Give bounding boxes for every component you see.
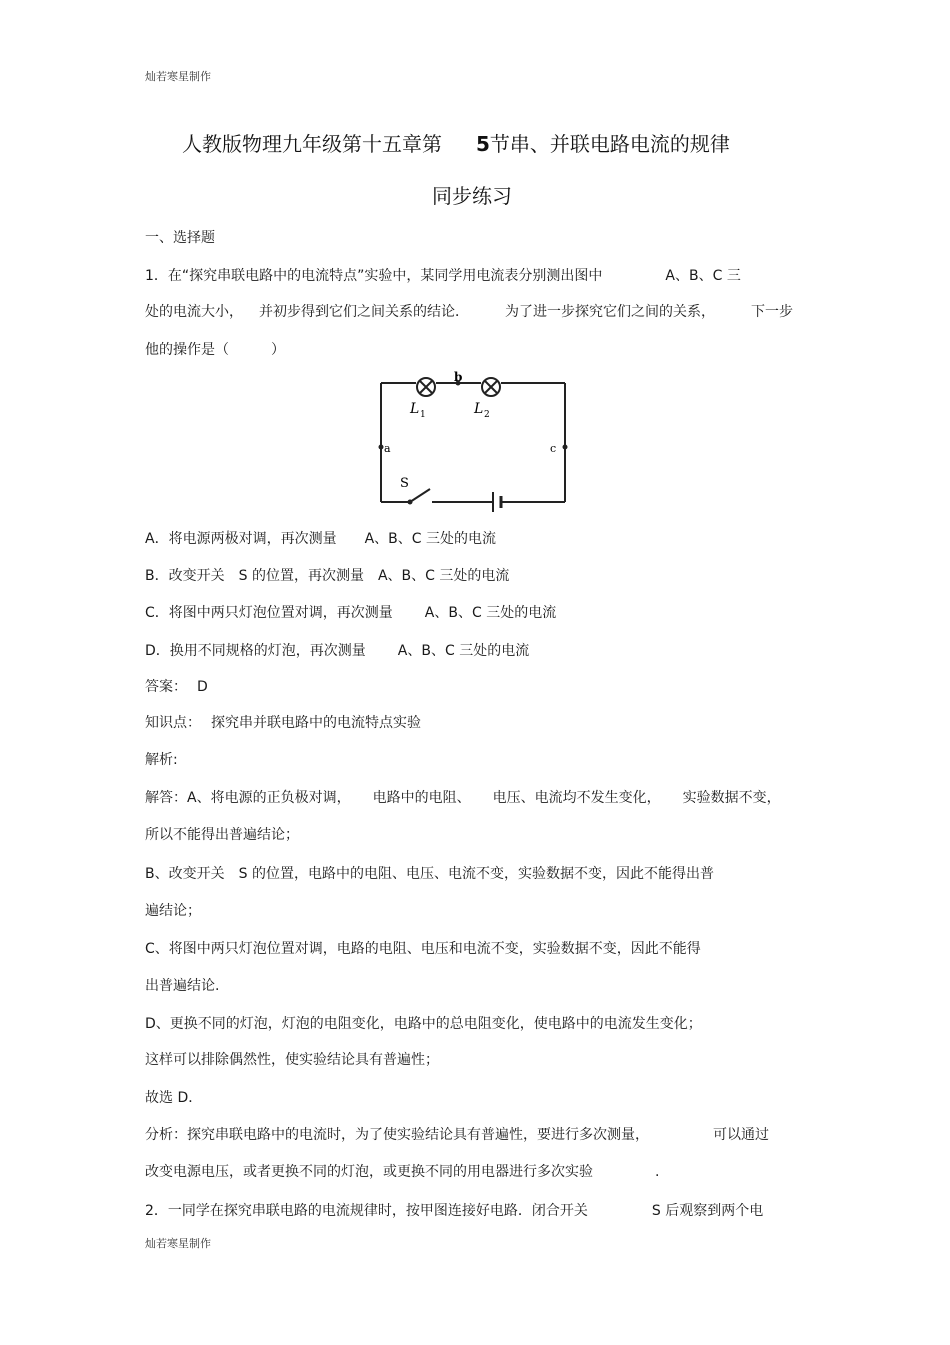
fenxi-text-1a: 分析：探究串联电路中的电流时，为了使实验结论具有普遍性，要进行多次测量， <box>145 1127 649 1143</box>
label-c: c <box>550 442 557 455</box>
q1-line-3: 他的操作是（ ） <box>145 342 285 358</box>
solution-line-6: 出普遍结论. <box>145 978 220 994</box>
option-d <box>145 640 529 660</box>
label-l2: L <box>474 401 484 417</box>
fenxi-text-1b: 可以通过 <box>713 1127 769 1143</box>
solution-line-1 <box>145 787 781 807</box>
fenxi-line-2 <box>145 1161 659 1181</box>
answer-value: D <box>197 679 208 695</box>
answer-label: 答案： <box>145 679 187 695</box>
option-d-points: A、B、C 三处的电流 <box>397 643 530 659</box>
title-line-2: 同步练习 <box>432 184 512 208</box>
option-c <box>145 602 556 622</box>
option-b-points: A、B、C 三处的电流 <box>377 568 510 584</box>
option-a <box>145 528 496 548</box>
page-footer: 灿若寒星制作 <box>145 1237 211 1250</box>
switch-pivot-dot <box>408 500 413 505</box>
option-c-text: C．将图中两只灯泡位置对调，再次测量 <box>145 605 393 621</box>
solution-line-8: 这样可以排除偶然性，使实验结论具有普遍性； <box>145 1052 439 1068</box>
label-s: S <box>400 476 409 491</box>
option-b <box>145 565 509 585</box>
q2-line-1 <box>145 1200 763 1220</box>
point-a-dot <box>379 445 384 450</box>
solution-line-5: C、将图中两只灯泡位置对调，电路的电阻、电压和电流不变，实验数据不变，因此不能得 <box>145 941 701 957</box>
title-number: 5 <box>476 132 490 156</box>
solution-text-1a: 解答：A、将电源的正负极对调， <box>145 790 351 806</box>
label-l1: L <box>410 401 420 417</box>
solution-line-9: 故选 D． <box>145 1090 203 1106</box>
fenxi-text-2a: 改变电源电压，或者更换不同的灯泡，或更换不同的用电器进行多次实验 <box>145 1164 593 1180</box>
option-b-text-2: S 的位置，再次测量 <box>238 568 364 584</box>
solution-line-7: D、更换不同的灯泡，灯泡的电阻变化，电路中的总电阻变化，使电路中的电流发生变化； <box>145 1016 702 1032</box>
page-header: 灿若寒星制作 <box>145 70 211 83</box>
title-line-1 <box>182 128 730 157</box>
fenxi-line-1 <box>145 1124 769 1144</box>
section-heading: 一、选择题 <box>145 230 215 246</box>
solution-text-3a: B、改变开关 <box>145 866 225 882</box>
q1-text-1b: A、B、C 三 <box>665 268 741 284</box>
solution-line-2: 所以不能得出普遍结论； <box>145 827 299 843</box>
title-part-2: 节串、并联电路电流的规律 <box>489 132 730 156</box>
label-l1-sub: 1 <box>420 410 426 420</box>
q2-text-a: 2．一同学在探究串联电路的电流规律时，按甲图连接好电路．闭合开关 <box>145 1203 588 1219</box>
solution-text-1c: 电压、电流均不发生变化， <box>492 790 661 806</box>
solution-line-3 <box>145 863 714 883</box>
knowledge-value: 探究串并联电路中的电流特点实验 <box>211 715 421 731</box>
point-c-dot <box>563 445 568 450</box>
q1-text-2b: 并初步得到它们之间关系的结论． <box>259 304 469 320</box>
fenxi-text-2b: . <box>655 1164 660 1180</box>
title-part-1: 人教版物理九年级第十五章第 <box>182 132 442 156</box>
option-d-text: D．换用不同规格的灯泡，再次测量 <box>145 643 366 659</box>
label-b: b <box>454 370 463 384</box>
solution-line-4: 遍结论； <box>145 903 201 919</box>
q2-text-b: S 后观察到两个电 <box>651 1203 764 1219</box>
knowledge-label: 知识点： <box>145 715 201 731</box>
switch-lever <box>410 489 430 502</box>
solution-text-3b: S 的位置，电路中的电阻、电压、电流不变，实验数据不变，因此不能得出普 <box>238 866 714 882</box>
option-b-text: B．改变开关 <box>145 568 225 584</box>
option-a-text: A．将电源两极对调，再次测量 <box>145 531 337 547</box>
analysis-label: 解析: <box>145 752 178 768</box>
solution-text-1b: 电路中的电阻、 <box>372 790 471 806</box>
q1-text-2a: 处的电流大小， <box>145 304 243 320</box>
solution-text-1d: 实验数据不变， <box>682 790 781 806</box>
q1-text-2d: 下一步 <box>751 304 793 320</box>
label-a: a <box>384 442 391 455</box>
knowledge-point <box>145 712 421 732</box>
answer <box>145 676 208 696</box>
option-c-points: A、B、C 三处的电流 <box>424 605 557 621</box>
q1-text-2c: 为了进一步探究它们之间的关系， <box>505 304 715 320</box>
circuit-diagram <box>370 365 575 515</box>
option-a-points: A、B、C 三处的电流 <box>364 531 496 547</box>
q1-line-2 <box>145 301 793 321</box>
label-l2-sub: 2 <box>484 410 490 420</box>
q1-text-1a: 1．在“探究串联电路中的电流特点”实验中，某同学用电流表分别测出图中 <box>145 268 603 284</box>
q1-line-1 <box>145 265 741 285</box>
